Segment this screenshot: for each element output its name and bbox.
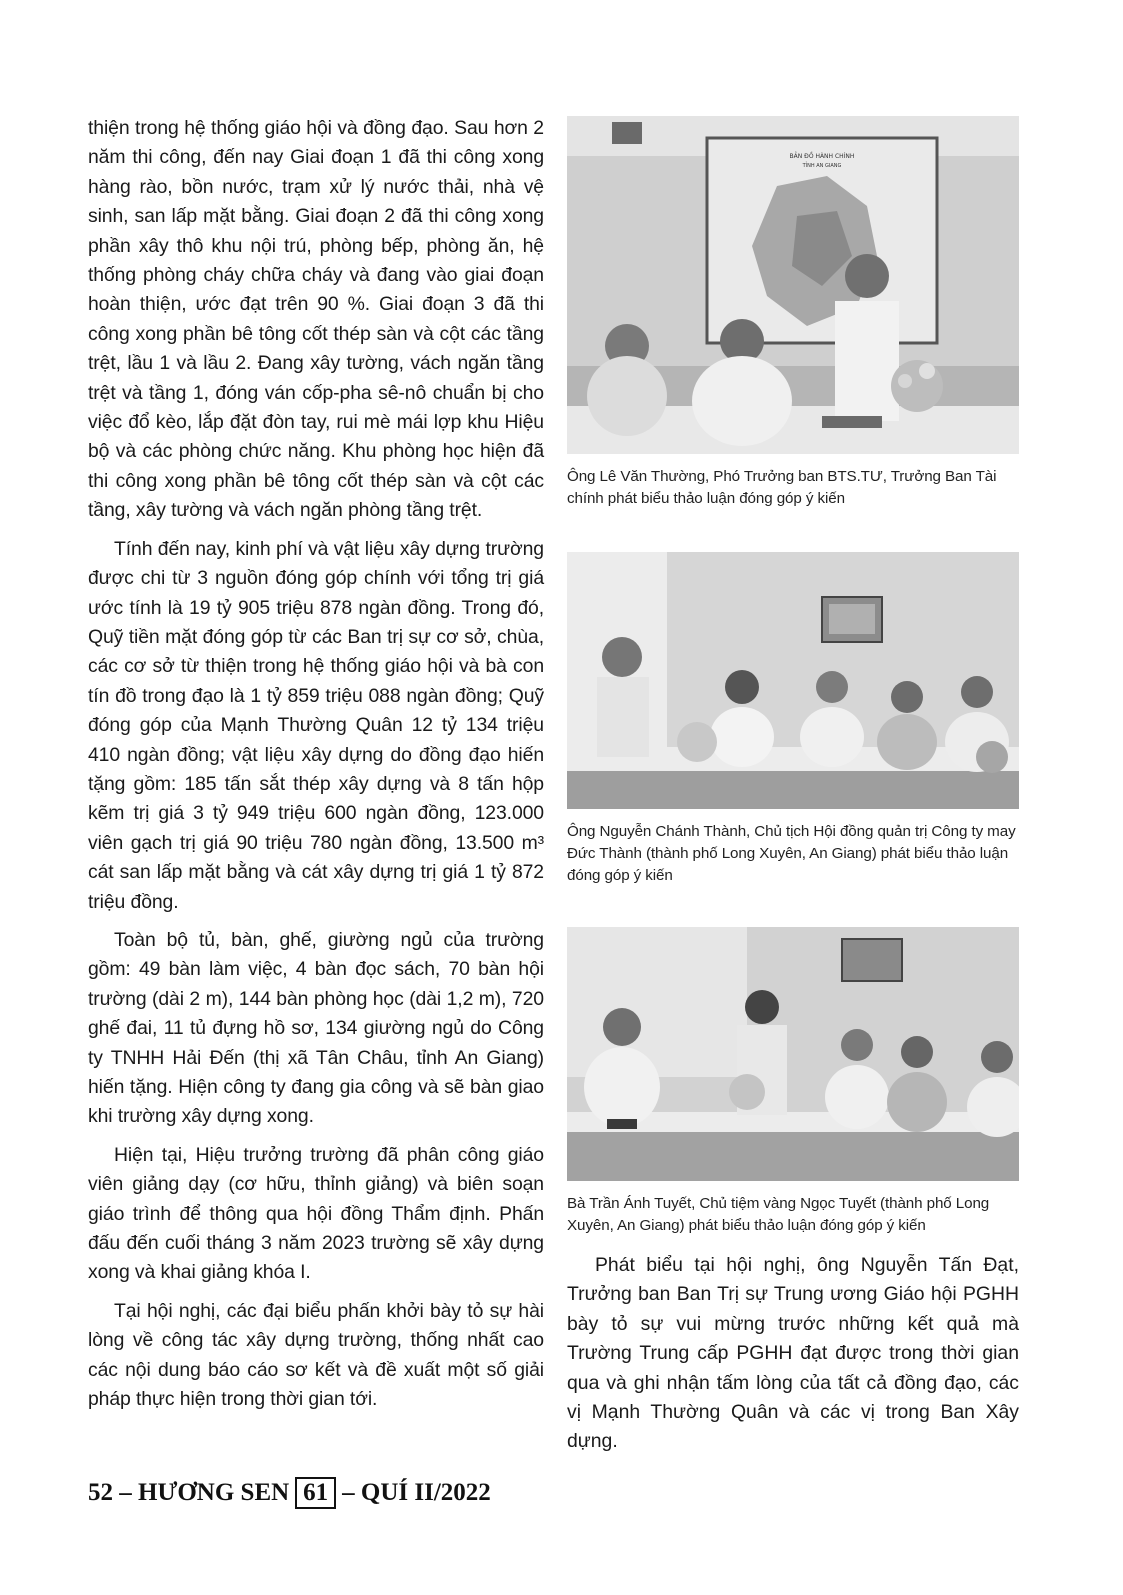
- paragraph-conference-feedback: Tại hội nghị, các đại biểu phấn khởi bày tỏ sự hài lòng về công tác xây dựng trường, thống nhất cao các nội dung báo cáo sơ kết và đề xuất một số giải pháp thực hiện trong thời gian tới.: [88, 1299, 544, 1411]
- map-title: BẢN ĐỒ HÀNH CHÍNH: [789, 153, 855, 160]
- photo-1-caption: Ông Lê Văn Thường, Phó Trưởng ban BTS.TƯ, Trưởng Ban Tài chính phát biểu thảo luận đóng góp ý kiến: [567, 468, 997, 507]
- issue-number: 61: [295, 1477, 336, 1509]
- footer-dash-1: –: [119, 1479, 132, 1506]
- photo-3-caption: Bà Trần Ánh Tuyết, Chủ tiệm vàng Ngọc Tuyết (thành phố Long Xuyên, An Giang) phát biểu thảo luận đóng góp ý kiến: [567, 1195, 990, 1234]
- footer-dash-2: –: [342, 1479, 355, 1506]
- paragraph-furniture: Toàn bộ tủ, bàn, ghế, giường ngủ của trường gồm: 49 bàn làm việc, 4 bàn đọc sách, 70 bàn hội trường (dài 2 m), 144 bàn phòng học (dài 1,2 m), 720 ghế đai, 11 tủ đựng hồ sơ, 134 giường ngủ do Công ty TNHH Hải Đến (thị xã Tân Châu, tỉnh An Giang) hiến tặng. Hiện công ty đang gia công và sẽ bàn giao khi trường xây dựng xong.: [88, 928, 544, 1128]
- page-footer: [88, 1477, 491, 1509]
- left-text-column: [88, 114, 544, 1423]
- right-column: [567, 116, 1019, 1457]
- photo-2-caption: Ông Nguyễn Chánh Thành, Chủ tịch Hội đồng quản trị Công ty may Đức Thành (thành phố Long Xuyên, An Giang) phát biểu thảo luận đóng góp ý kiến: [567, 823, 1016, 884]
- paragraph-teaching-staff: Hiện tại, Hiệu trưởng trường đã phân công giáo viên giảng dạy (cơ hữu, thỉnh giảng) và biên soạn giáo trình để thông qua hội đồng Thẩm định. Phấn đấu đến cuối tháng 3 năm 2023 trường sẽ xây dựng xong và khai giảng khóa I.: [88, 1143, 544, 1284]
- photo-le-van-thuong: [567, 116, 1019, 454]
- paragraph-funding: Tính đến nay, kinh phí và vật liệu xây dựng trường được chi từ 3 nguồn đóng góp chính với tổng trị giá ước tính là 19 tỷ 905 triệu 878 ngàn đồng. Trong đó, Quỹ tiền mặt đóng góp từ các Ban trị sự cơ sở, chùa, các cơ sở từ thiện trong hệ thống giáo hội và bà con tín đồ trong đạo là 1 tỷ 859 triệu 088 ngàn đồng; Quỹ đóng góp của Mạnh Thường Quân 12 tỷ 134 triệu 410 ngàn đồng; vật liệu xây dựng do đồng đạo hiến tặng gồm: 185 tấn sắt thép xây dựng và 8 tấn hộp kẽm trị giá 3 tỷ 949 triệu 600 ngàn đồng, 123.000 viên gạch trị giá 90 triệu 780 ngàn đồng, 13.500 m³ cát san lấp mặt bằng và cát xây dựng trị giá 1 tỷ 872 triệu đồng.: [88, 537, 544, 913]
- paragraph-nguyen-tan-dat-speech: Phát biểu tại hội nghị, ông Nguyễn Tấn Đạt, Trưởng ban Ban Trị sự Trung ương Giáo hội PGHH bày tỏ sự vui mừng trước những kết quả mà Trường Trung cấp PGHH đạt được trong thời gian qua và ghi nhận tấm lòng của tất cả đồng đạo, các vị Mạnh Thường Quân và các vị trong Ban Xây dựng.: [567, 1254, 1019, 1453]
- issue-period: QUÍ II/2022: [360, 1479, 491, 1506]
- photo-nguyen-chanh-thanh: [567, 552, 1019, 809]
- photo-tran-anh-tuyet: [567, 927, 1019, 1181]
- paragraph-construction-progress: thiện trong hệ thống giáo hội và đồng đạo. Sau hơn 2 năm thi công, đến nay Giai đoạn 1 đã thi công xong hàng rào, bồn nước, trạm xử lý nước thải, nhà vệ sinh, san lấp mặt bằng. Giai đoạn 2 đã thi công xong phần xây thô khu nội trú, phòng bếp, phòng ăn, hệ thống phòng cháy chữa cháy và đang vào giai đoạn hoàn thiện, ước đạt trên 90 %. Giai đoạn 3 đã thi công xong phần bê tông cốt thép sàn và cột các tầng trệt, lầu 1 và lầu 2. Đang xây tường, vách ngăn tầng trệt và tầng 1, đóng ván cốp-pha sê-nô chuẩn bị cho việc đổ kèo, lắp đặt đòn tay, rui mè mái lợp khu Hiệu bộ và các phòng chức năng. Khu phòng học hiện đã thi công xong phần bê tông cốt thép sàn và cột các tầng, xây tường và vách ngăn phòng tầng trệt.: [88, 117, 544, 522]
- magazine-title: HƯƠNG SEN: [138, 1479, 290, 1506]
- map-subtitle: TỈNH AN GIANG: [802, 163, 842, 169]
- page-number: 52: [88, 1479, 113, 1506]
